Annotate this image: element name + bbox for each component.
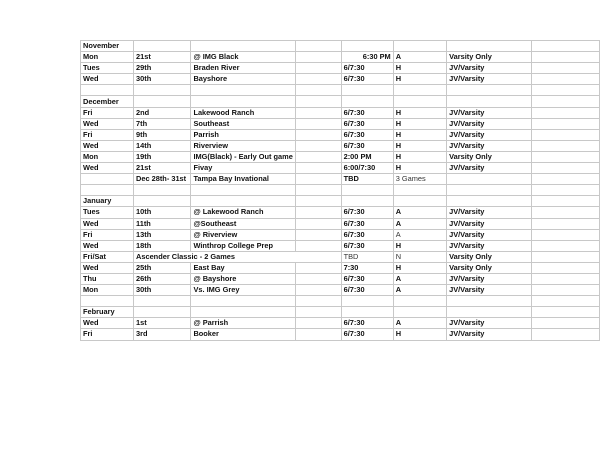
table-row	[81, 118, 600, 129]
location-cell: H	[393, 240, 446, 251]
empty-cell	[295, 85, 341, 96]
empty-cell	[531, 96, 599, 107]
opponent-cell: Booker	[191, 329, 295, 340]
empty-cell	[531, 52, 599, 63]
location-cell: H	[393, 329, 446, 340]
empty-cell	[191, 85, 295, 96]
spacer-row	[81, 85, 600, 96]
empty-cell	[134, 307, 191, 318]
location-cell: A	[393, 52, 446, 63]
empty-cell	[295, 174, 341, 185]
empty-cell	[134, 41, 191, 52]
date-cell: 18th	[134, 240, 191, 251]
table-row	[81, 240, 600, 251]
month-header: February	[81, 307, 134, 318]
empty-cell	[531, 285, 599, 296]
day-cell: Fri	[81, 229, 134, 240]
empty-cell	[191, 296, 295, 307]
location-cell: A	[393, 318, 446, 329]
time-cell: 6/7:30	[341, 129, 393, 140]
location-cell: H	[393, 63, 446, 74]
level-cell: JV/Varsity	[447, 318, 532, 329]
empty-cell	[531, 296, 599, 307]
level-cell: JV/Varsity	[447, 207, 532, 218]
schedule-table	[80, 40, 600, 341]
empty-cell	[531, 129, 599, 140]
empty-cell	[447, 196, 532, 207]
opponent-cell: Southeast	[191, 118, 295, 129]
time-cell: TBD	[341, 251, 393, 262]
spacer-row	[81, 296, 600, 307]
date-cell: 1st	[134, 318, 191, 329]
level-cell: Varsity Only	[447, 52, 532, 63]
opponent-cell: @ Parrish	[191, 318, 295, 329]
day-cell: Fri	[81, 107, 134, 118]
empty-cell	[531, 140, 599, 151]
empty-cell	[341, 96, 393, 107]
time-cell: 6/7:30	[341, 318, 393, 329]
empty-cell	[447, 96, 532, 107]
location-cell: A	[393, 229, 446, 240]
empty-cell	[295, 74, 341, 85]
table-row	[81, 229, 600, 240]
empty-cell	[531, 163, 599, 174]
empty-cell	[295, 207, 341, 218]
empty-cell	[295, 96, 341, 107]
empty-cell	[295, 107, 341, 118]
empty-cell	[531, 196, 599, 207]
date-cell: 11th	[134, 218, 191, 229]
day-cell: Fri	[81, 129, 134, 140]
location-cell: 3 Games	[393, 174, 446, 185]
day-cell: Wed	[81, 140, 134, 151]
day-cell: Tues	[81, 63, 134, 74]
empty-cell	[393, 307, 446, 318]
empty-cell	[295, 240, 341, 251]
location-cell: A	[393, 273, 446, 284]
time-cell: 6/7:30	[341, 74, 393, 85]
empty-cell	[341, 185, 393, 196]
empty-cell	[134, 85, 191, 96]
empty-cell	[81, 296, 134, 307]
empty-cell	[531, 118, 599, 129]
level-cell: Varsity Only	[447, 262, 532, 273]
opponent-cell: Winthrop College Prep	[191, 240, 295, 251]
date-cell: 7th	[134, 118, 191, 129]
empty-cell	[81, 185, 134, 196]
empty-cell	[295, 52, 341, 63]
opponent-cell: Bayshore	[191, 74, 295, 85]
date-cell: Dec 28th- 31st	[134, 174, 191, 185]
empty-cell	[295, 296, 341, 307]
time-cell: 6/7:30	[341, 273, 393, 284]
time-cell: 6/7:30	[341, 285, 393, 296]
empty-cell	[341, 296, 393, 307]
time-cell: 6:30 PM	[341, 52, 393, 63]
empty-cell	[447, 185, 532, 196]
opponent-cell: Riverview	[191, 140, 295, 151]
location-cell: A	[393, 207, 446, 218]
level-cell: JV/Varsity	[447, 163, 532, 174]
empty-cell	[134, 196, 191, 207]
table-row	[81, 140, 600, 151]
empty-cell	[393, 41, 446, 52]
day-cell: Wed	[81, 240, 134, 251]
date-cell: 19th	[134, 151, 191, 162]
empty-cell	[134, 296, 191, 307]
table-row	[81, 107, 600, 118]
empty-cell	[531, 63, 599, 74]
opponent-cell: @Southeast	[191, 218, 295, 229]
level-cell: JV/Varsity	[447, 285, 532, 296]
empty-cell	[295, 329, 341, 340]
level-cell: JV/Varsity	[447, 129, 532, 140]
month-header-row	[81, 96, 600, 107]
empty-cell	[295, 41, 341, 52]
day-cell: Wed	[81, 318, 134, 329]
empty-cell	[393, 185, 446, 196]
date-cell: 30th	[134, 74, 191, 85]
empty-cell	[81, 85, 134, 96]
table-row	[81, 207, 600, 218]
empty-cell	[393, 296, 446, 307]
opponent-cell: Lakewood Ranch	[191, 107, 295, 118]
empty-cell	[531, 185, 599, 196]
empty-cell	[531, 240, 599, 251]
level-cell: JV/Varsity	[447, 107, 532, 118]
table-row	[81, 74, 600, 85]
empty-cell	[531, 251, 599, 262]
date-cell: 21st	[134, 52, 191, 63]
location-cell: H	[393, 74, 446, 85]
time-cell: 6/7:30	[341, 118, 393, 129]
empty-cell	[531, 207, 599, 218]
empty-cell	[295, 218, 341, 229]
location-cell: H	[393, 118, 446, 129]
level-cell: JV/Varsity	[447, 273, 532, 284]
day-cell: Wed	[81, 262, 134, 273]
opponent-cell: Tampa Bay Invational	[191, 174, 295, 185]
empty-cell	[191, 96, 295, 107]
day-cell: Wed	[81, 218, 134, 229]
time-cell: 2:00 PM	[341, 151, 393, 162]
empty-cell	[531, 85, 599, 96]
empty-cell	[134, 185, 191, 196]
empty-cell	[531, 329, 599, 340]
table-row	[81, 151, 600, 162]
level-cell: JV/Varsity	[447, 229, 532, 240]
empty-cell	[531, 262, 599, 273]
date-cell: 25th	[134, 262, 191, 273]
empty-cell	[531, 273, 599, 284]
table-row	[81, 52, 600, 63]
empty-cell	[295, 129, 341, 140]
level-cell: JV/Varsity	[447, 329, 532, 340]
empty-cell	[295, 273, 341, 284]
empty-cell	[191, 307, 295, 318]
empty-cell	[341, 196, 393, 207]
time-cell: TBD	[341, 174, 393, 185]
empty-cell	[531, 218, 599, 229]
opponent-cell: East Bay	[191, 262, 295, 273]
table-row	[81, 262, 600, 273]
empty-cell	[295, 163, 341, 174]
month-header-row	[81, 307, 600, 318]
date-cell: 29th	[134, 63, 191, 74]
empty-cell	[191, 196, 295, 207]
empty-cell	[531, 74, 599, 85]
day-cell: Fri/Sat	[81, 251, 134, 262]
time-cell: 6/7:30	[341, 240, 393, 251]
time-cell: 6/7:30	[341, 218, 393, 229]
empty-cell	[295, 262, 341, 273]
empty-cell	[447, 307, 532, 318]
day-cell: Wed	[81, 74, 134, 85]
empty-cell	[447, 296, 532, 307]
empty-cell	[531, 107, 599, 118]
empty-cell	[295, 196, 341, 207]
location-cell: H	[393, 107, 446, 118]
date-cell: 13th	[134, 229, 191, 240]
opponent-cell: @ Riverview	[191, 229, 295, 240]
month-header: January	[81, 196, 134, 207]
table-row	[81, 251, 600, 262]
time-cell: 6/7:30	[341, 63, 393, 74]
time-cell: 7:30	[341, 262, 393, 273]
table-row	[81, 273, 600, 284]
empty-cell	[531, 151, 599, 162]
spacer-row	[81, 185, 600, 196]
time-cell: 6/7:30	[341, 329, 393, 340]
empty-cell	[191, 41, 295, 52]
level-cell: JV/Varsity	[447, 218, 532, 229]
level-cell: Varsity Only	[447, 251, 532, 262]
empty-cell	[341, 85, 393, 96]
empty-cell	[295, 229, 341, 240]
location-cell: H	[393, 129, 446, 140]
date-cell: 10th	[134, 207, 191, 218]
day-cell: Mon	[81, 52, 134, 63]
location-cell: H	[393, 140, 446, 151]
empty-cell	[295, 307, 341, 318]
level-cell: JV/Varsity	[447, 74, 532, 85]
month-header: December	[81, 96, 134, 107]
location-cell: H	[393, 163, 446, 174]
opponent-cell: Vs. IMG Grey	[191, 285, 295, 296]
day-cell	[81, 174, 134, 185]
table-row	[81, 285, 600, 296]
empty-cell	[295, 118, 341, 129]
opponent-cell: @ IMG Black	[191, 52, 295, 63]
level-cell: JV/Varsity	[447, 63, 532, 74]
time-cell: 6/7:30	[341, 107, 393, 118]
opponent-cell: IMG(Black) - Early Out game	[191, 151, 295, 162]
time-cell: 6/7:30	[341, 140, 393, 151]
empty-cell	[531, 307, 599, 318]
date-cell: 9th	[134, 129, 191, 140]
empty-cell	[134, 96, 191, 107]
day-cell: Wed	[81, 163, 134, 174]
date-cell: 30th	[134, 285, 191, 296]
level-cell: Varsity Only	[447, 151, 532, 162]
empty-cell	[531, 318, 599, 329]
opponent-cell: @ Bayshore	[191, 273, 295, 284]
day-cell: Wed	[81, 118, 134, 129]
table-row	[81, 318, 600, 329]
time-cell: 6/7:30	[341, 207, 393, 218]
empty-cell	[393, 96, 446, 107]
empty-cell	[295, 285, 341, 296]
empty-cell	[341, 41, 393, 52]
month-header-row	[81, 41, 600, 52]
level-cell	[447, 174, 532, 185]
table-row	[81, 329, 600, 340]
date-cell: 14th	[134, 140, 191, 151]
level-cell: JV/Varsity	[447, 140, 532, 151]
location-cell: N	[393, 251, 446, 262]
empty-cell	[393, 85, 446, 96]
date-cell: 21st	[134, 163, 191, 174]
date-cell: 26th	[134, 273, 191, 284]
event-cell: Ascender Classic - 2 Games	[134, 251, 342, 262]
location-cell: A	[393, 218, 446, 229]
opponent-cell: Fivay	[191, 163, 295, 174]
level-cell: JV/Varsity	[447, 118, 532, 129]
empty-cell	[295, 63, 341, 74]
empty-cell	[295, 318, 341, 329]
empty-cell	[393, 196, 446, 207]
day-cell: Mon	[81, 151, 134, 162]
empty-cell	[341, 307, 393, 318]
empty-cell	[191, 185, 295, 196]
time-cell: 6:00/7:30	[341, 163, 393, 174]
empty-cell	[531, 174, 599, 185]
empty-cell	[295, 140, 341, 151]
table-row	[81, 129, 600, 140]
date-cell: 2nd	[134, 107, 191, 118]
opponent-cell: Parrish	[191, 129, 295, 140]
month-header-row	[81, 196, 600, 207]
empty-cell	[531, 41, 599, 52]
table-row	[81, 163, 600, 174]
empty-cell	[447, 85, 532, 96]
location-cell: H	[393, 262, 446, 273]
day-cell: Mon	[81, 285, 134, 296]
table-row	[81, 174, 600, 185]
opponent-cell: @ Lakewood Ranch	[191, 207, 295, 218]
table-row	[81, 63, 600, 74]
table-row	[81, 218, 600, 229]
date-cell: 3rd	[134, 329, 191, 340]
empty-cell	[295, 185, 341, 196]
location-cell: H	[393, 151, 446, 162]
empty-cell	[447, 41, 532, 52]
empty-cell	[531, 229, 599, 240]
day-cell: Thu	[81, 273, 134, 284]
level-cell: JV/Varsity	[447, 240, 532, 251]
day-cell: Tues	[81, 207, 134, 218]
location-cell: A	[393, 285, 446, 296]
time-cell: 6/7:30	[341, 229, 393, 240]
opponent-cell: Braden River	[191, 63, 295, 74]
month-header: November	[81, 41, 134, 52]
empty-cell	[295, 151, 341, 162]
day-cell: Fri	[81, 329, 134, 340]
